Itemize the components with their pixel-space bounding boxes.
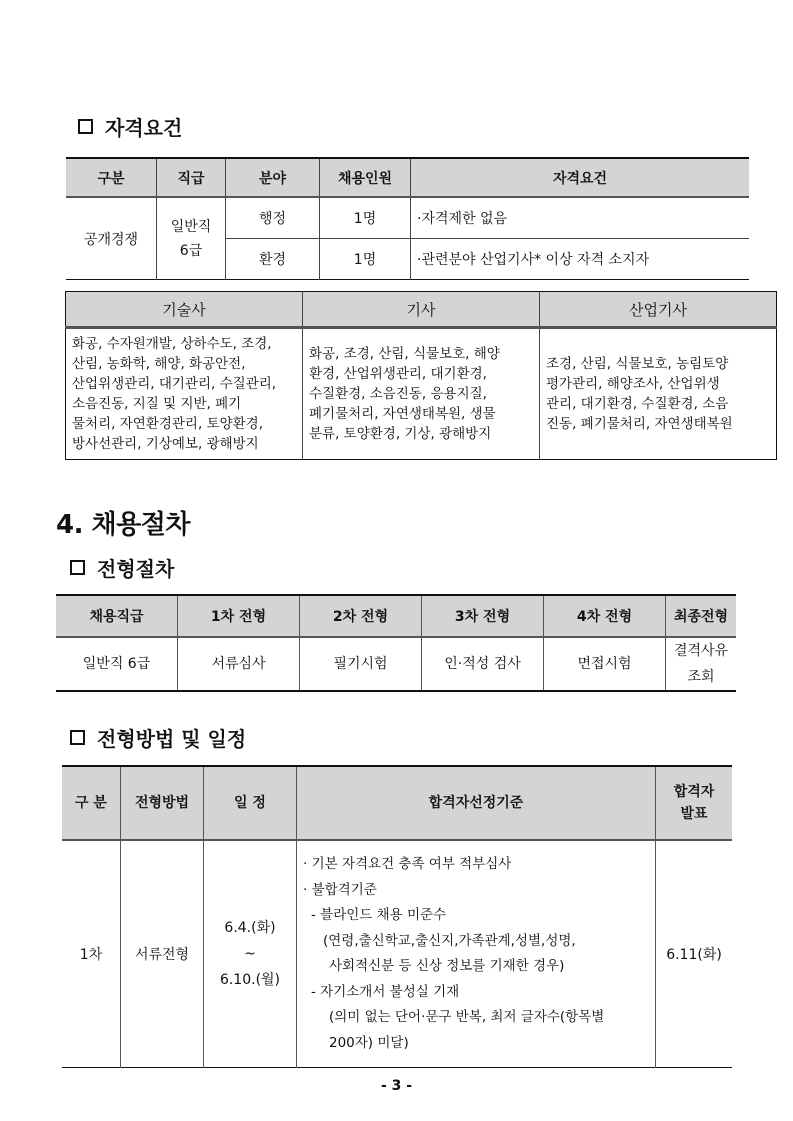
list-line: 소음진동, 지질 및 지반, 폐기 [72,396,242,412]
list-line: 산림, 농화학, 해양, 화공안전, [72,356,246,372]
requirement-cell: ·자격제한 없음 [411,197,750,239]
license-list-professional [66,328,303,460]
list-line: 평가관리, 해양조사, 산업위생 [546,376,720,392]
date-start: 6.4.(화) [224,920,276,936]
checkbox-square-icon [70,730,85,745]
grade-line: 6급 [179,242,203,259]
recruit-type-cell: 공개경쟁 [83,231,139,248]
section-title-procedure [70,553,174,582]
checkbox-square-icon [78,119,93,134]
date-end: 6.10.(월) [219,972,281,988]
header-cell: 1차 전형 [178,595,300,637]
checkbox-square-icon [70,560,85,575]
field-cell: 행정 [226,197,320,239]
header-cell: 일 정 [204,766,297,840]
section-title-qualification [78,112,182,141]
header-cell: 4차 전형 [544,595,666,637]
table-cell: 일반직 6급 [82,656,151,672]
result-date-cell: 6.11(화) [656,840,733,1068]
section-title-text: 전형절차 [97,557,175,581]
count-cell: 1명 [320,197,411,239]
header-cell: 분야 [226,158,320,197]
list-line: 방사선관리, 기상예보, 광해방지 [72,436,259,452]
table-header-row [66,292,777,328]
field-cell: 환경 [226,239,320,280]
header-cell: 채용직급 [56,595,178,637]
header-cell: 구 분 [62,766,121,840]
header-cell [656,766,733,840]
qualification-table [66,157,749,280]
method-schedule-table [62,765,732,1068]
requirement-cell: ·관련분야 산업기사* 이상 자격 소지자 [411,239,750,280]
criteria-line: · 불합격기준 [303,881,377,898]
header-cell: 기사 [303,292,540,328]
count-cell: 1명 [320,239,411,280]
license-list-industrial [540,328,777,460]
criteria-line: - 자기소개서 불성실 기재 [311,983,460,1000]
list-line: 수질환경, 소음진동, 응용지질, [309,386,487,402]
header-cell: 최종전형 [666,595,737,637]
date-separator: ~ [244,946,256,962]
list-line: 진동, 폐기물처리, 자연생태복원 [546,416,733,432]
table-cell: 필기시험 [300,637,422,691]
header-cell: 2차 전형 [300,595,422,637]
schedule-cell [204,840,297,1068]
header-cell: 자격요건 [411,158,750,197]
header-line: 발표 [680,806,708,822]
final-stage-cell [666,637,737,691]
header-cell: 직급 [157,158,226,197]
table-row [62,840,732,1068]
table-cell: 인·적성 검사 [422,637,544,691]
cell-line: 조회 [687,669,715,685]
table-row [66,328,777,460]
list-line: 물처리, 자연환경관리, 토양환경, [72,416,263,432]
section-title-method [70,723,246,752]
list-line: 분류, 토양환경, 기상, 광해방지 [309,426,492,442]
table-row [56,637,736,691]
header-cell: 기술사 [66,292,303,328]
table-header-row [56,595,736,637]
criteria-line: (의미 없는 단어·문구 반복, 최저 글자수(항목별 [329,1009,605,1025]
cell-line: 결격사유 [673,643,729,659]
chapter-title: 4. 채용절차 [56,510,190,540]
header-cell: 3차 전형 [422,595,544,637]
license-list-engineer [303,328,540,460]
criteria-cell [297,840,656,1068]
criteria-line: 200자) 미달) [329,1034,409,1051]
license-table [65,291,777,460]
criteria-line: (연령,출신학교,출신지,가족관계,성별,성명, [323,932,576,949]
header-line: 합격자 [673,784,715,800]
grade-line: 일반직 [170,218,212,235]
criteria-line: - 블라인드 채용 미준수 [311,907,447,923]
method-cell: 서류전형 [121,840,204,1068]
table-header-row [62,766,732,840]
list-line: 관리, 대기환경, 수질환경, 소음 [546,396,729,412]
section-title-text: 자격요건 [105,116,183,140]
list-line: 폐기물처리, 자연생태복원, 생물 [309,406,496,422]
header-cell: 구분 [66,158,157,197]
table-header-row [66,158,749,197]
table-cell: 면접시험 [544,637,666,691]
list-line: 화공, 조경, 산림, 식물보호, 해양 [309,346,500,362]
list-line: 조경, 산림, 식물보호, 농림토양 [546,356,729,372]
header-cell: 전형방법 [121,766,204,840]
page-number: - 3 - [380,1078,413,1094]
grade-cell [157,197,226,280]
list-line: 산업위생관리, 대기관리, 수질관리, [72,376,277,392]
stage-cell: 1차 [79,947,103,963]
criteria-line: · 기본 자격요건 충족 여부 적부심사 [303,856,512,872]
header-cell: 합격자선정기준 [297,766,656,840]
list-line: 화공, 수자원개발, 상하수도, 조경, [72,336,272,352]
list-line: 환경, 산업위생관리, 대기환경, [309,366,487,382]
section-title-text: 전형방법 및 일정 [97,727,247,751]
criteria-line: 사회적신분 등 신상 정보를 기재한 경우) [329,958,565,974]
header-cell: 채용인원 [320,158,411,197]
table-row [66,197,749,239]
header-cell: 산업기사 [540,292,777,328]
procedure-table [56,594,736,692]
table-cell: 서류심사 [178,637,300,691]
